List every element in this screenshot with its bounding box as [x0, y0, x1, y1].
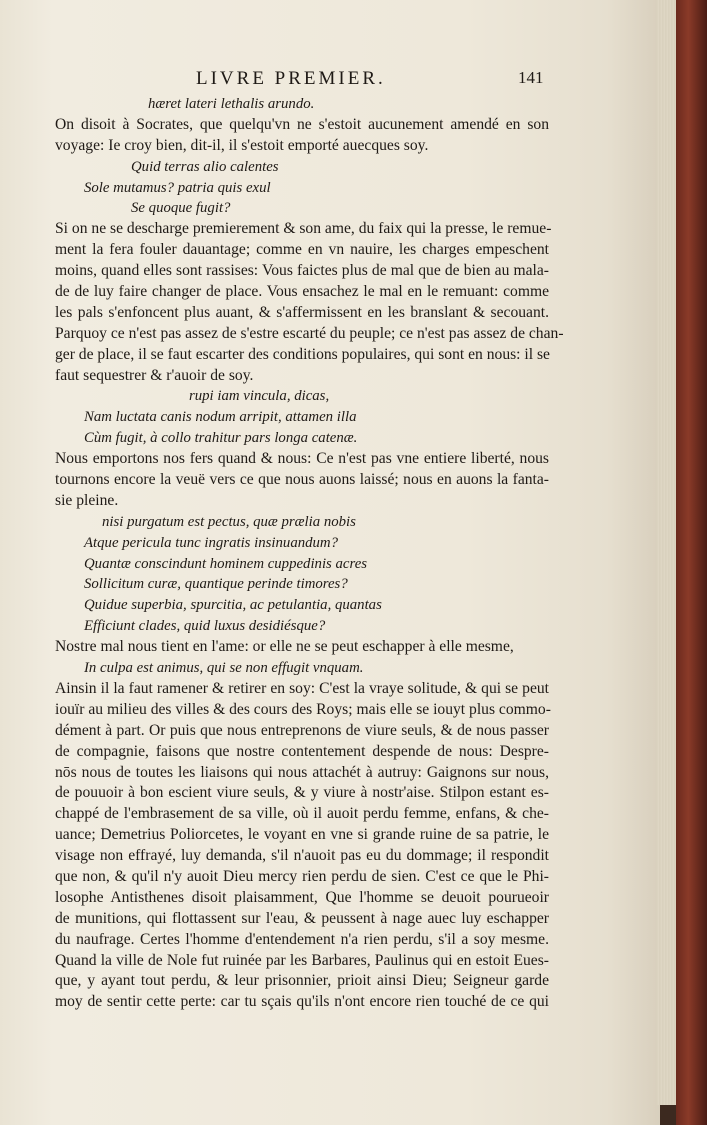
text-block: [55, 94, 564, 1013]
verse-line: Quidue superbia, spurcitia, ac petulantia, quantas: [84, 597, 382, 614]
prose-line: iouïr au milieu des villes & des cours des Roys; mais elle se iouyt plus commo-: [55, 700, 551, 718]
prose-line: dément à part. Or puis que nous entreprenons de viure seuls, & de nous passer: [55, 721, 549, 739]
verse-line: Quid terras alio calentes: [131, 158, 279, 175]
verse-line: Cùm fugit, à collo trahitur pars longa catenæ.: [84, 430, 358, 447]
page-edges: [656, 0, 676, 1105]
prose-line: Nostre mal nous tient en l'ame: or elle ne se peut eschapper à elle mesme,: [55, 638, 514, 656]
prose-line: visage non effrayé, luy demanda, s'il n'auoit pas eu du dommage; il respondit: [55, 847, 549, 865]
prose-line: voyage: Ie croy bien, dit-il, il s'estoit emporté auecques soy.: [55, 136, 429, 154]
prose-line: Si on ne se descharge premierement & son ame, du faix qui la presse, le remue-: [55, 220, 552, 238]
prose-line: que non, & qu'il n'y auoit Dieu mercy rien perdu de sien. C'est ce que le Phi-: [55, 867, 549, 885]
prose-line: de pouuoir à bon escient viure seuls, & y viure à nostr'aise. Stilpon estant es-: [55, 784, 549, 802]
verse-line: Efficiunt clades, quid luxus desidiésque?: [84, 618, 326, 635]
prose-line: les pals s'enfoncent plus auant, & s'affermissent en les branslant & secouant.: [55, 303, 549, 321]
verse-line: In culpa est animus, qui se non effugit vnquam.: [84, 660, 364, 677]
prose-line: On disoit à Socrates, que quelqu'vn ne s'estoit aucunement amendé en son: [55, 115, 549, 133]
prose-line: moy de sentir cette perte: car tu sçais qu'ils n'ont encore rien touché de ce qui: [55, 993, 549, 1011]
verse-line: Quantæ conscindunt hominem cuppedinis acres: [84, 555, 368, 572]
prose-line: de compagnie, faisons que nostre contentement despende de nous: Despre-: [55, 742, 549, 760]
page-number: 141: [518, 68, 544, 87]
prose-line: faut sequestrer & r'auoir de soy.: [55, 366, 254, 384]
verse-line: hæret lateri lethalis arundo.: [148, 96, 315, 112]
prose-line: Nous emportons nos fers quand & nous: Ce n'est pas vne entiere liberté, nous: [55, 450, 549, 468]
prose-line: nōs nous de toutes les liaisons qui nous attachét à autruy: Gaignons sur nous,: [55, 763, 549, 781]
prose-line: ger de place, il se faut escarter des conditions populaires, qui sont en nous: il se: [55, 345, 550, 363]
prose-line: moins, quand elles sont rassises: Vous faictes plus de mal que de bien au mala-: [55, 262, 549, 280]
prose-line: chappé de l'embrasement de sa ville, où il auoit perdu femme, enfans, & che-: [55, 805, 549, 823]
book-cover-edge: [676, 0, 707, 1125]
prose-line: de de luy faire changer de place. Vous ensachez le mal en le remuant: comme: [55, 283, 549, 301]
prose-line: ment la fera fouler dauantage; comme en vn nauire, les charges empeschent: [55, 241, 549, 259]
prose-line: de munitions, qui flottassent sur l'eau, & peussent à nage auec luy eschapper: [55, 909, 549, 927]
verse-line: nisi purgatum est pectus, quæ prælia nobis: [102, 513, 356, 530]
running-title: LIVRE PREMIER.: [196, 68, 386, 89]
prose-line: losophe Antisthenes disoit plaisamment, Que l'homme se deuoit pourueoir: [55, 888, 549, 906]
prose-line: tournons encore la veuë vers ce que nous auons laissé; nous en auons la fanta-: [55, 471, 549, 489]
prose-line: Ainsin il la faut ramener & retirer en soy: C'est la vraye solitude, & qui se peut: [55, 679, 549, 697]
page-header: [0, 68, 660, 92]
verse-line: Atque pericula tunc ingratis insinuandum?: [84, 534, 338, 551]
prose-line: sie pleine.: [55, 491, 119, 509]
prose-line: du naufrage. Certes l'homme d'entendement n'a rien perdu, s'il a soy mesme.: [55, 930, 549, 948]
verse-line: Sollicitum curæ, quantique perinde timores?: [84, 576, 348, 593]
verse-line: Sole mutamus? patria quis exul: [84, 179, 271, 196]
prose-line: Quand la ville de Nole fut ruinée par les Barbares, Paulinus qui en estoit Eues-: [55, 951, 549, 969]
verse-line: Nam luctata canis nodum arripit, attamen illa: [84, 409, 357, 426]
verse-line: Se quoque fugit?: [131, 200, 231, 217]
prose-line: uance; Demetrius Poliorcetes, le voyant en vne si grande ruine de sa patrie, le: [55, 826, 549, 844]
verse-line: rupi iam vincula, dicas,: [189, 388, 330, 405]
prose-line: que, y ayant tout perdu, & leur prisonnier, prioit ainsi Dieu; Seigneur garde: [55, 972, 549, 990]
prose-line: Parquoy ce n'est pas assez de s'estre escarté du peuple; ce n'est pas assez de chan-: [55, 324, 564, 342]
